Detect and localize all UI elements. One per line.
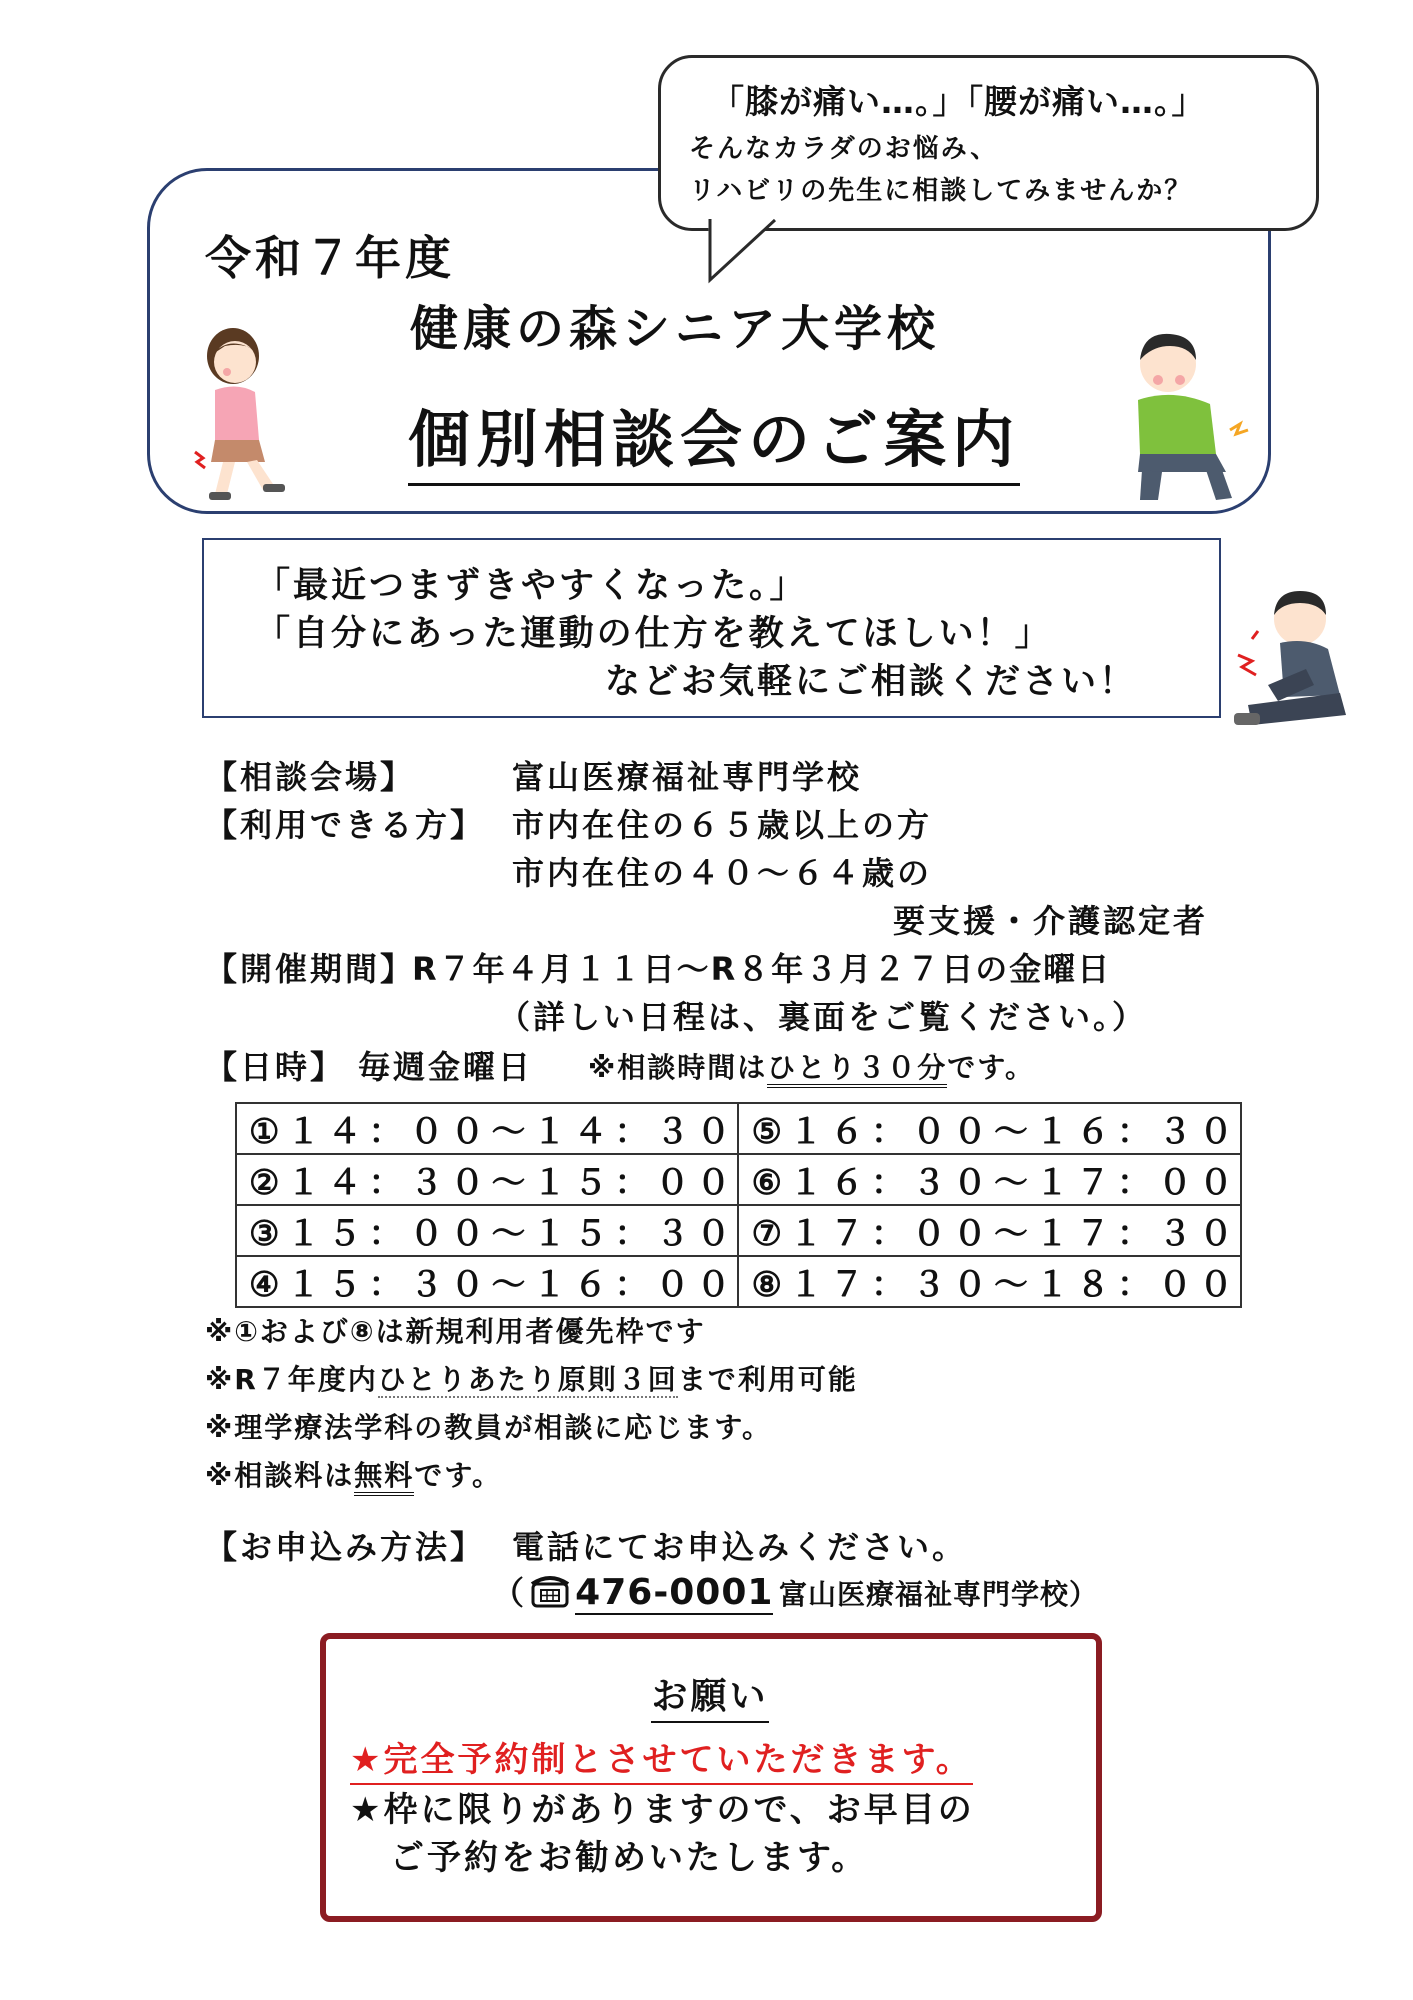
eligible-label: 【利用できる方】 [205, 806, 486, 844]
man-back-pain-illustration [1118, 322, 1258, 507]
time-slot-cell: ⑥１６：３０～１７：００ [738, 1154, 1240, 1205]
venue-value: 富山医療福祉専門学校 [512, 758, 863, 796]
request-line-2: ★枠に限りがありますので、お早目の [350, 1790, 975, 1830]
request-line-1: ★完全予約制とさせていただきます。 [350, 1732, 973, 1785]
period-note: （詳しい日程は、裏面をご覧ください。） [498, 998, 1148, 1036]
datetime-note: ※相談時間はひとり３０分です。 [588, 1046, 1035, 1086]
table-row [236, 1256, 1241, 1307]
bubble-line-2: そんなカラダのお悩み、 [689, 134, 999, 164]
table-row [236, 1103, 1241, 1154]
datetime-value: 毎週金曜日 [358, 1048, 534, 1086]
apply-label: 【お申込み方法】 [205, 1528, 486, 1566]
request-title: お願い [330, 1668, 1090, 1719]
request-line-3: ご予約をお勧めいたします。 [390, 1838, 869, 1878]
apply-contact: （ 476-0001 富山医療福祉専門学校） [492, 1572, 1099, 1613]
note-usage-limit: ※R７年度内ひとりあたり原則３回まで利用可能 [205, 1363, 858, 1396]
fiscal-year-title: 令和７年度 [205, 231, 455, 285]
apply-text: 電話にてお申込みください。 [512, 1528, 968, 1566]
time-slot-cell: ④１５：３０～１６：００ [236, 1256, 738, 1307]
period-value: R７年４月１１日～R８年３月２７日の金曜日 [412, 950, 1112, 988]
quote-line-1: 「最近つまずきやすくなった。」 [255, 566, 808, 606]
phone-icon [530, 1574, 570, 1608]
woman-knee-pain-illustration [185, 322, 300, 507]
page-title: 個別相談会のご案内 [408, 390, 1020, 486]
eligible-line-3: 要支援・介護認定者 [893, 902, 1209, 940]
time-slot-cell: ⑦１７：００～１７：３０ [738, 1205, 1240, 1256]
speech-bubble-tail [700, 218, 790, 288]
note-instructors: ※理学療法学科の教員が相談に応じます。 [205, 1411, 772, 1444]
datetime-label: 【日時】 [205, 1048, 346, 1086]
phone-number: 476-0001 [575, 1572, 774, 1613]
time-slot-cell: ③１５：００～１５：３０ [236, 1205, 738, 1256]
note-free: ※相談料は無料です。 [205, 1454, 502, 1494]
note-priority-slots: ※①および⑧は新規利用者優先枠です [205, 1315, 706, 1348]
bubble-line-3: リハビリの先生に相談してみませんか？ [689, 176, 1193, 206]
table-row [236, 1205, 1241, 1256]
time-slot-cell: ⑧１７：３０～１８：００ [738, 1256, 1240, 1307]
time-slot-table [235, 1102, 1242, 1308]
period-label: 【開催期間】 [205, 950, 416, 988]
venue-label: 【相談会場】 [205, 758, 416, 796]
school-name-title: 健康の森シニア大学校 [410, 301, 941, 357]
quote-line-3: などお気軽にご相談ください！ [605, 662, 1138, 702]
table-row [236, 1154, 1241, 1205]
speech-bubble [658, 55, 1319, 231]
man-knee-pain-illustration [1228, 585, 1378, 740]
quote-line-2: 「自分にあった運動の仕方を教えてほしい！」 [255, 614, 1053, 654]
bubble-line-1: 「膝が痛い…。」「腰が痛い…。」 [711, 82, 1206, 121]
time-slot-cell: ②１４：３０～１５：００ [236, 1154, 738, 1205]
time-slot-cell: ①１４：００～１４：３０ [236, 1103, 738, 1154]
eligible-line-1: 市内在住の６５歳以上の方 [512, 806, 933, 844]
time-slot-cell: ⑤１６：００～１６：３０ [738, 1103, 1240, 1154]
eligible-line-2: 市内在住の４０～６４歳の [512, 854, 933, 892]
